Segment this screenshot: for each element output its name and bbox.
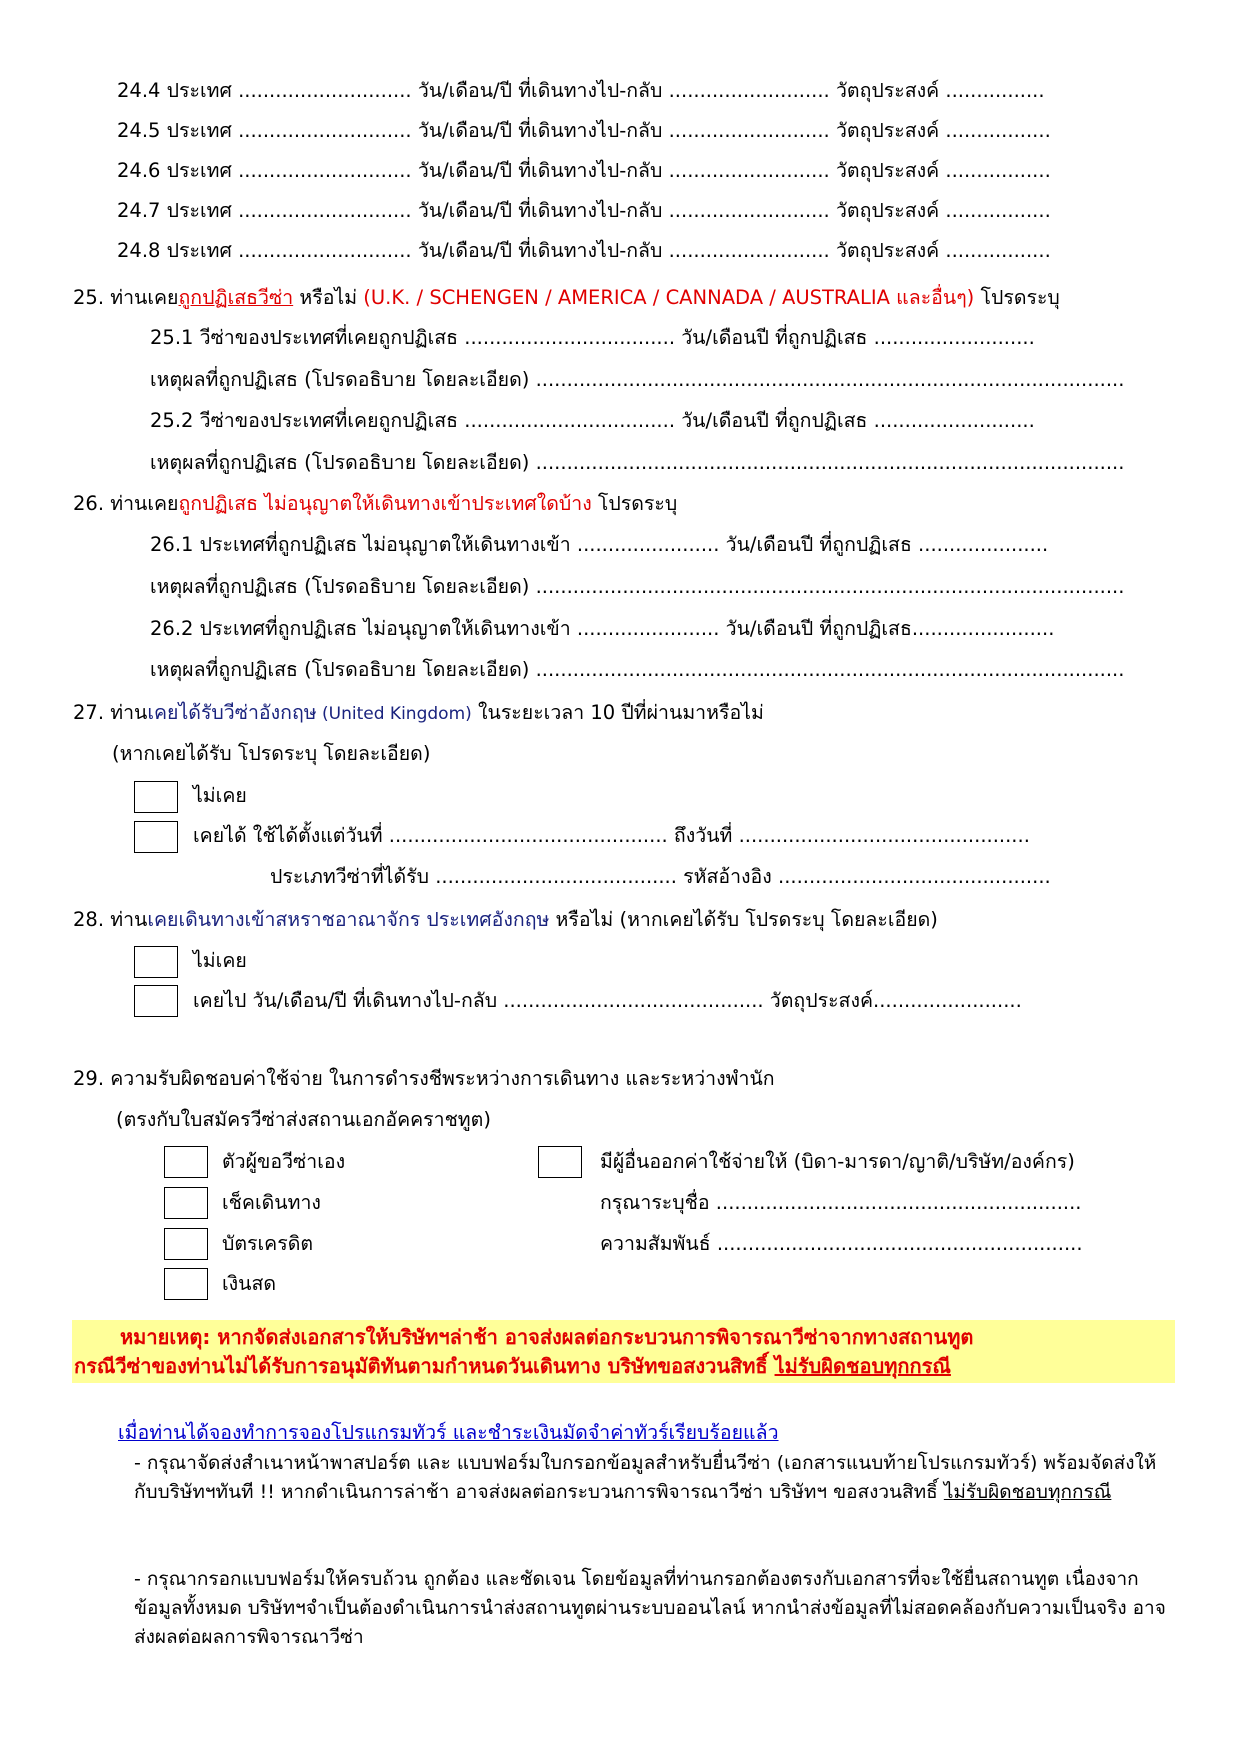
purpose-field[interactable]: .................	[945, 239, 1051, 262]
q29-self-checkbox[interactable]	[164, 1146, 208, 1178]
purpose-label: วัตถุประสงค์	[835, 79, 940, 102]
q29-cheque-label: เช็คเดินทาง	[222, 1191, 321, 1214]
purpose-label: วัตถุประสงค์	[835, 239, 940, 262]
q27-highlight: เคยได้รับวีซ่าอังกฤษ	[147, 701, 317, 724]
country-field[interactable]: ............................	[238, 239, 412, 262]
q25-highlight: ถูกปฏิเสธวีซ่า	[178, 286, 294, 309]
q25-mid: หรือไม่	[293, 286, 364, 309]
q27-subtitle: (หากเคยได้รับ โปรดระบุ โดยละเอียด)	[112, 742, 431, 765]
q25-reason-2[interactable]: เหตุผลที่ถูกปฏิเสธ (โปรดอธิบาย โดยละเอียด) ...............................................................................................	[150, 451, 1125, 474]
row-number: 24.4	[117, 79, 161, 102]
travel-row-24-8	[117, 238, 1051, 264]
q26-line-2[interactable]: 26.2 ประเทศที่ถูกปฏิเสธ ไม่อนุญาตให้เดินทางเข้า ....................... วัน/เดือนปี ที่ถูกปฏิเสธ.......................	[150, 617, 1055, 640]
date-label: วัน/เดือน/ปี ที่เดินทางไป-กลับ	[417, 159, 663, 182]
q27-suffix: ในระยะเวลา 10 ปีที่ผ่านมาหรือไม่	[471, 701, 764, 724]
q28-prefix: 28. ท่าน	[73, 908, 148, 931]
note-line-2	[74, 1353, 951, 1379]
purpose-field[interactable]: .................	[945, 119, 1051, 142]
q25-reason-1[interactable]: เหตุผลที่ถูกปฏิเสธ (โปรดอธิบาย โดยละเอียด) ...............................................................................................	[150, 368, 1125, 391]
q26-reason-1[interactable]: เหตุผลที่ถูกปฏิเสธ (โปรดอธิบาย โดยละเอียด) ...............................................................................................	[150, 575, 1125, 598]
row-number: 24.7	[117, 199, 161, 222]
q27-yes-line[interactable]: เคยได้ ใช้ได้ตั้งแต่วันที่ ............................................. ถึงวันที่ ...............................................	[193, 824, 1030, 847]
note-line-1: หมายเหตุ: หากจัดส่งเอกสารให้บริษัทฯล่าช้า อาจส่งผลต่อกระบวนการพิจารณาวีซ่าจากทางสถานทูต	[120, 1325, 974, 1349]
note-line-2-text: กรณีวีซ่าของท่านไม่ได้รับการอนุมัติทันตามกำหนดวันเดินทาง บริษัทขอสงวนสิทธิ์	[74, 1354, 775, 1378]
travel-row-24-6	[117, 158, 1051, 184]
country-label: ประเทศ	[166, 119, 232, 142]
q26-line-1[interactable]: 26.1 ประเทศที่ถูกปฏิเสธ ไม่อนุญาตให้เดินทางเข้า ....................... วัน/เดือนปี ที่ถูกปฏิเสธ .....................	[150, 533, 1049, 556]
q26-suffix: โปรดระบุ	[591, 492, 678, 515]
q29-subtitle: (ตรงกับใบสมัครวีซ่าส่งสถานเอกอัคคราชทูต)	[116, 1108, 491, 1131]
country-label: ประเทศ	[166, 199, 232, 222]
q28-no-label: ไม่เคย	[193, 949, 247, 972]
q25-prefix: 25. ท่านเคย	[73, 286, 179, 309]
date-field[interactable]: ..........................	[668, 239, 830, 262]
row-number: 24.8	[117, 239, 161, 262]
q28-suffix: หรือไม่ (หากเคยได้รับ โปรดระบุ โดยละเอียด)	[549, 908, 938, 931]
warning-note	[72, 1320, 1175, 1383]
q27-no-label: ไม่เคย	[193, 784, 247, 807]
q29-relation-field[interactable]: ความสัมพันธ์ ...........................................................	[600, 1232, 1083, 1255]
q28-no-checkbox[interactable]	[134, 946, 178, 978]
country-label: ประเทศ	[166, 159, 232, 182]
q29-cheque-checkbox[interactable]	[164, 1187, 208, 1219]
travel-row-24-5	[117, 118, 1051, 144]
date-field[interactable]: ..........................	[668, 159, 830, 182]
q26-reason-2[interactable]: เหตุผลที่ถูกปฏิเสธ (โปรดอธิบาย โดยละเอียด) ...............................................................................................	[150, 658, 1125, 681]
row-number: 24.5	[117, 119, 161, 142]
question-27	[73, 700, 764, 727]
note-disclaimer: ไม่รับผิดชอบทุกกรณี	[774, 1354, 951, 1378]
q25-line-1[interactable]: 25.1 วีซ่าของประเทศที่เคยถูกปฏิเสธ .................................. วัน/เดือนปี ที่ถูกปฏิเสธ ..........................	[150, 326, 1035, 349]
purpose-label: วัตถุประสงค์	[835, 119, 940, 142]
q26-prefix: 26. ท่านเคย	[73, 492, 179, 515]
country-label: ประเทศ	[166, 239, 232, 262]
q25-suffix: โปรดระบุ	[974, 286, 1060, 309]
q27-no-checkbox[interactable]	[134, 781, 178, 813]
purpose-field[interactable]: .................	[945, 159, 1051, 182]
q29-self-label: ตัวผู้ขอวีซ่าเอง	[222, 1150, 346, 1173]
footer-paragraph-1	[134, 1449, 1174, 1507]
question-25	[73, 285, 1060, 311]
footer-p1-disclaimer: ไม่รับผิดชอบทุกกรณี	[943, 1481, 1112, 1503]
footer-paragraph-2: - กรุณากรอกแบบฟอร์มให้ครบถ้วน ถูกต้อง และชัดเจน โดยข้อมูลที่ท่านกรอกต้องตรงกับเอกสารที่จะใช้ยื่นสถานทูต เนื่องจากข้อมูลทั้งหมด บริษัทฯจำเป็นต้องดำเนินการนำส่งสถานทูตผ่านระบบออนไลน์ หากนำส่งข้อมูลที่ไม่สอดคล้องกับความเป็นจริง อาจส่งผลต่อผลการพิจารณาวีซ่า	[134, 1568, 1166, 1648]
q28-highlight: เคยเดินทางเข้าสหราชอาณาจักร ประเทศอังกฤษ	[147, 908, 550, 931]
date-label: วัน/เดือน/ปี ที่เดินทางไป-กลับ	[417, 79, 663, 102]
q29-cash-checkbox[interactable]	[164, 1268, 208, 1300]
q27-prefix: 27. ท่าน	[73, 701, 148, 724]
travel-row-24-4	[117, 78, 1045, 104]
country-field[interactable]: ............................	[238, 159, 412, 182]
country-field[interactable]: ............................	[238, 79, 412, 102]
date-field[interactable]: ..........................	[668, 119, 830, 142]
travel-row-24-7	[117, 198, 1051, 224]
country-field[interactable]: ............................	[238, 199, 412, 222]
q29-other-checkbox[interactable]	[538, 1146, 582, 1178]
q25-countries: (U.K. / SCHENGEN / AMERICA / CANNADA / AUSTRALIA และอื่นๆ)	[363, 286, 975, 309]
date-label: วัน/เดือน/ปี ที่เดินทางไป-กลับ	[417, 239, 663, 262]
footer-p1-text: - กรุณาจัดส่งสำเนาหน้าพาสปอร์ต และ แบบฟอร์มใบกรอกข้อมูลสำหรับยื่นวีซ่า (เอกสารแนบท้ายโปรแกรมทัวร์) พร้อมจัดส่งให้กับบริษัทฯทันที !! หากดำเนินการล่าช้า อาจส่งผลต่อกระบวนการพิจารณาวีซ่า บริษัทฯ ขอสงวนสิทธิ์	[134, 1452, 1157, 1503]
country-label: ประเทศ	[166, 79, 232, 102]
question-28	[73, 907, 938, 933]
date-label: วัน/เดือน/ปี ที่เดินทางไป-กลับ	[417, 199, 663, 222]
q29-name-field[interactable]: กรุณาระบุชื่อ ...........................................................	[600, 1191, 1082, 1214]
q25-line-2[interactable]: 25.2 วีซ่าของประเทศที่เคยถูกปฏิเสธ .................................. วัน/เดือนปี ที่ถูกปฏิเสธ ..........................	[150, 409, 1035, 432]
q27-yes-checkbox[interactable]	[134, 821, 178, 853]
q29-cash-label: เงินสด	[222, 1272, 277, 1295]
q27-type-line[interactable]: ประเภทวีซ่าที่ได้รับ ....................................... รหัสอ้างอิง ............................................	[270, 865, 1051, 888]
purpose-label: วัตถุประสงค์	[835, 199, 940, 222]
date-label: วัน/เดือน/ปี ที่เดินทางไป-กลับ	[417, 119, 663, 142]
q29-card-label: บัตรเครดิต	[222, 1232, 314, 1255]
date-field[interactable]: ..........................	[668, 199, 830, 222]
purpose-label: วัตถุประสงค์	[835, 159, 940, 182]
question-29: 29. ความรับผิดชอบค่าใช้จ่าย ในการดำรงชีพระหว่างการเดินทาง และระหว่างพำนัก	[73, 1067, 775, 1090]
country-field[interactable]: ............................	[238, 119, 412, 142]
q27-uk: (United Kingdom)	[316, 704, 472, 724]
q29-card-checkbox[interactable]	[164, 1228, 208, 1260]
question-26	[73, 491, 677, 517]
q28-yes-line[interactable]: เคยไป วัน/เดือน/ปี ที่เดินทางไป-กลับ .......................................... วัตถุประสงค์........................	[193, 989, 1022, 1012]
date-field[interactable]: ..........................	[668, 79, 830, 102]
q29-other-label: มีผู้อื่นออกค่าใช้จ่ายให้ (บิดา-มารดา/ญาติ/บริษัท/องค์กร)	[600, 1150, 1075, 1173]
purpose-field[interactable]: ................	[945, 79, 1045, 102]
q26-highlight: ถูกปฏิเสธ ไม่อนุญาตให้เดินทางเข้าประเทศใดบ้าง	[178, 492, 592, 515]
q28-yes-checkbox[interactable]	[134, 985, 178, 1017]
row-number: 24.6	[117, 159, 161, 182]
purpose-field[interactable]: .................	[945, 199, 1051, 222]
footer-heading: เมื่อท่านได้จองทำการจองโปรแกรมทัวร์ และชำระเงินมัดจำค่าทัวร์เรียบร้อยแล้ว	[118, 1421, 779, 1444]
